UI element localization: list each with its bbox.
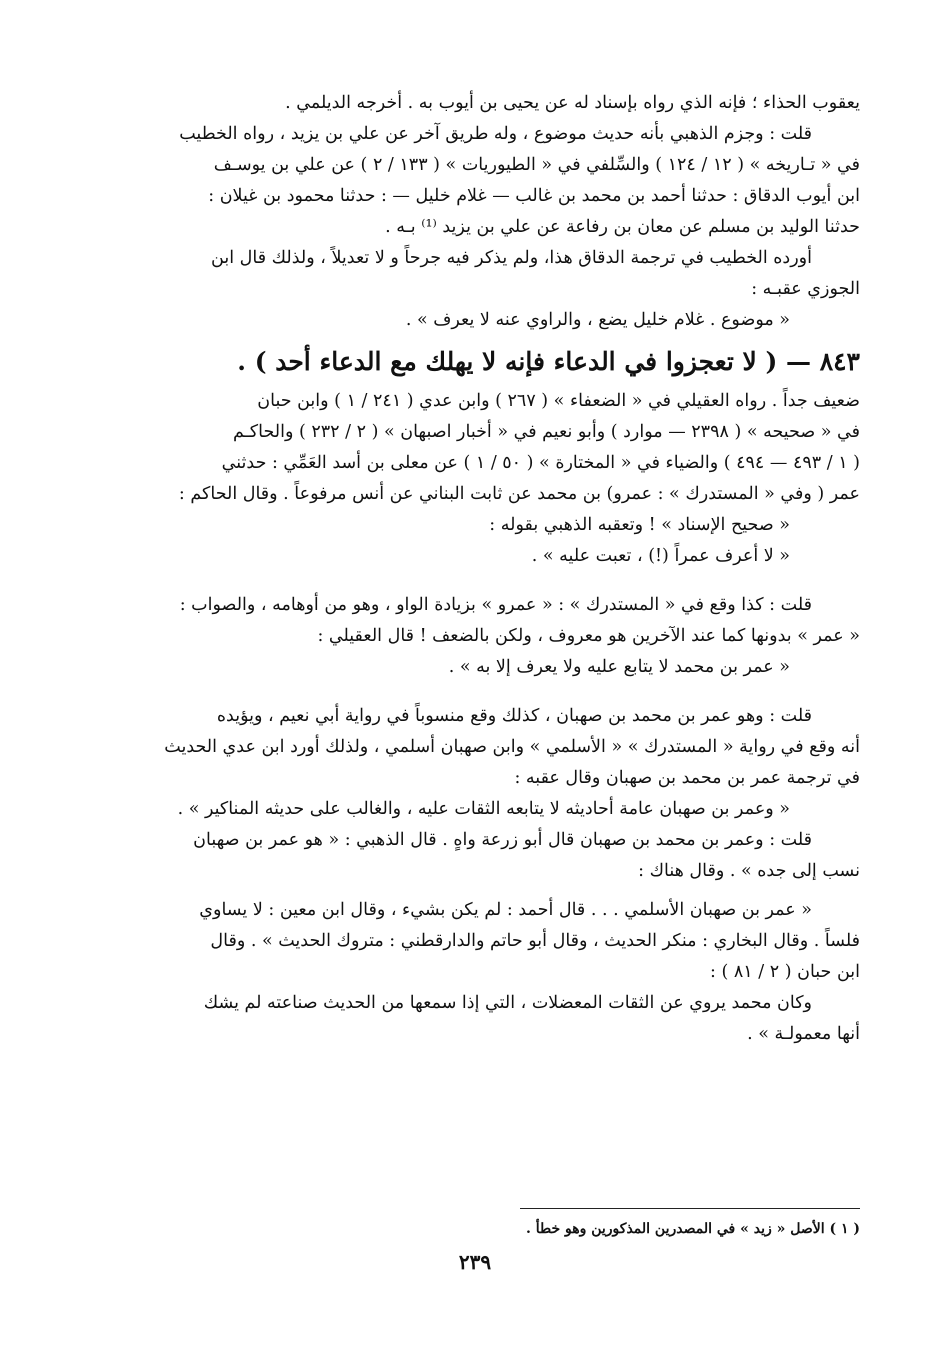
quote-line: « موضوع . غلام خليل يضع ، والراوي عنه لا يعرف » . [405, 310, 790, 330]
hadith-heading: ٨٤٣ — ( لا تعجزوا في الدعاء فإنه لا يهلك مع الدعاء أحد ) . [237, 347, 860, 376]
text-line: قلت : وهو عمر بن محمد بن صهبان ، كذلك وقع منسوباً في رواية أبي نعيم ، ويؤيده [216, 706, 812, 726]
text-line: « عمر » بدونها كما عند الآخرين هو معروف ، ولكن بالضعف ! قال العقيلي : [317, 626, 860, 646]
text-line: أورده الخطيب في ترجمة الدقاق هذا، ولم يذكر فيه جرحاً و لا تعديلاً ، ولذلك قال ابن [211, 248, 812, 268]
text-line: فلساً . وقال البخاري : منكر الحديث ، وقال أبو حاتم والدارقطني : متروك الحديث » . وقال [210, 931, 860, 951]
main-text [100, 88, 860, 1050]
text-line: قلت : كذا وقع في « المستدرك » : « عمرو » بزيادة الواو ، وهو من أوهامه ، والصواب : [179, 595, 812, 615]
quote-line: « عمر بن محمد لا يتابع عليه ولا يعرف إلا به » . [448, 657, 790, 677]
footnote: ( ١ ) الأصل « زيد » في المصدرين المذكورين وهو خطأ . [525, 1221, 860, 1237]
text-line: ضعيف جداً . رواه العقيلي في « الضعفاء » ( ٢٦٧ ) وابن عدي ( ٢٤١ / ١ ) وابن حبان [257, 391, 860, 411]
text-line: الجوزي عقبـه : [751, 279, 860, 299]
quote-line: « وعمر بن صهبان عامة أحاديثه لا يتابعه الثقات عليه ، والغالب على حديثه المناكير » . [177, 799, 790, 819]
text-line: ابن حبان ( ٢ / ٨١ ) : [710, 962, 860, 982]
text-line: وكان محمد يروي عن الثقات المعضلات ، التي إذا سمعها من الحديث صناعته لم يشك [203, 993, 812, 1013]
quote-line: « لا أعرف عمراً (!) ، تعبت عليه » . [531, 546, 790, 566]
spacer [100, 683, 860, 701]
text-line: نسب إلى جده » . وقال هناك : [638, 861, 860, 881]
text-line: قلت : وعمر بن محمد بن صهبان قال أبو زرعة واهٍ . قال الذهبي : « هو عمر بن صهبان [193, 830, 812, 850]
spacer [100, 887, 860, 895]
text-line: في « تـاريخه » ( ١٢ / ١٢٤ ) والسِّلفي في « الطيوريات » ( ١٣٣ / ٢ ) عن علي بن يوسـف [213, 155, 860, 175]
text-line: يعقوب الحذاء ؛ فإنه الذي رواه بإسناد له عن يحيى بن أيوب به . أخرجه الديلمي . [285, 93, 860, 113]
footnote-divider [520, 1208, 860, 1209]
page-number: ٢٣٩ [458, 1250, 492, 1274]
text-line: ( ١ / ٤٩٣ — ٤٩٤ ) والضياء في « المختارة » ( ٥٠ / ١ ) عن معلى بن أسد العَمِّي : حدثني [221, 453, 860, 473]
quote-line: « عمر بن صهبان الأسلمي . . . قال أحمد : لم يكن بشيء ، وقال ابن معين : لا يساوي [199, 900, 812, 920]
spacer [100, 572, 860, 590]
text-line: في ترجمة عمر بن محمد بن صهبان وقال عقبه : [514, 768, 860, 788]
text-line: أنها معمولـة » . [747, 1024, 860, 1044]
text-line: قلت : وجزم الذهبي بأنه حديث موضوع ، وله طريق آخر عن علي بن يزيد ، رواه الخطيب [179, 124, 812, 144]
text-line: ابن أيوب الدقاق : حدثنا أحمد بن محمد بن غالب — غلام خليل — : حدثنا محمود بن غيلان : [208, 186, 860, 206]
text-line: عمر ( وفي « المستدرك » : عمرو) بن محمد عن ثابت البناني عن أنس مرفوعاً . وقال الحاكم : [178, 484, 860, 504]
quote-line: « صحيح الإسناد » ! وتعقبه الذهبي بقوله : [489, 515, 790, 535]
text-line: في « صحيحه » ( ٢٣٩٨ — موارد ) وأبو نعيم في « أخبار اصبهان » ( ٢ / ٢٣٢ ) والحاكـم [233, 422, 860, 442]
text-line: حدثنا الوليد بن مسلم عن معان بن رفاعة عن علي بن يزيد ⁽¹⁾ بـه . [385, 217, 860, 237]
text-line: أنه وقع في رواية « المستدرك » « الأسلمي » وابن صهبان أسلمي ، ولذلك أورد ابن عدي الحديث [164, 737, 860, 757]
